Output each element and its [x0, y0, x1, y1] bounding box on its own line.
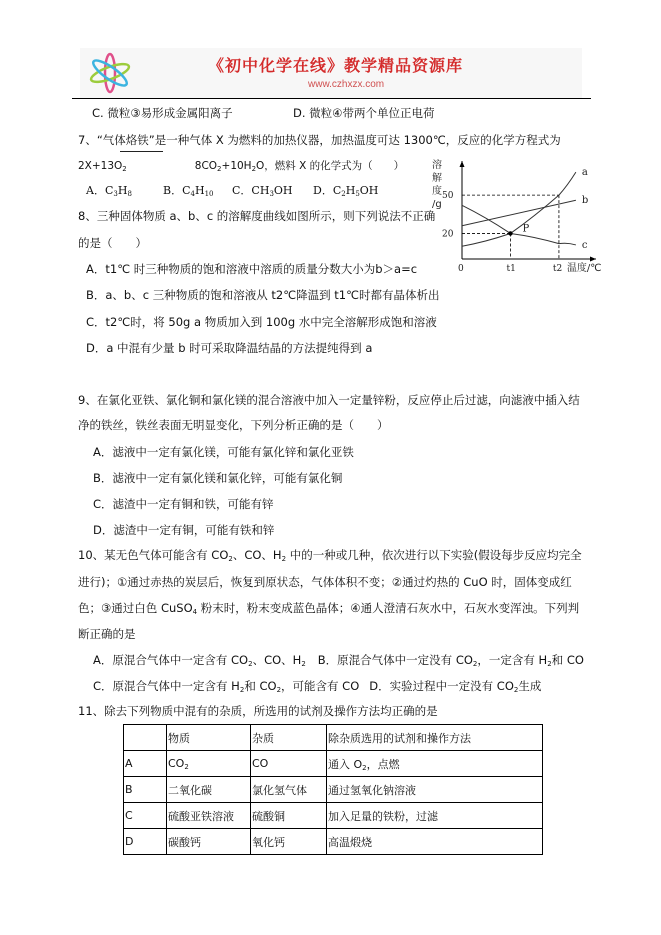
q7-eq-right: +10H — [221, 160, 252, 172]
header-title: 《初中化学在线》教学精品资源库 — [208, 56, 464, 75]
q10-option-b: 和 CO — [551, 653, 584, 667]
y-axis-arrow-icon — [460, 161, 465, 167]
q7-option-part: 3 — [113, 190, 118, 198]
table-cell: B — [124, 777, 167, 803]
q7-equation — [78, 159, 404, 176]
q8-option-b: B．a、b、c 三种物质的饱和溶液从 t2℃降温到 t1℃时都有晶体析出 — [86, 288, 440, 302]
table-header-cell: 杂质 — [251, 725, 327, 751]
q10-text: 粉末时，粉末变成蓝色晶体；④通人澄清石灰水中，石灰水变浑浊。下列判 — [197, 601, 580, 615]
q7-option-part: 8 — [127, 190, 132, 198]
atom-logo-icon — [86, 50, 134, 96]
q6-option-d: D. 微粒④带两个单位正电荷 — [293, 106, 435, 120]
table-cell: 氧化钙 — [251, 829, 327, 855]
table-cell: 硫酸铜 — [251, 803, 327, 829]
q7-option — [232, 184, 293, 201]
table-cell: 氯化氢气体 — [251, 777, 327, 803]
q7-eq-left: 2X+13O — [78, 160, 123, 172]
q7-eq-right: 8CO — [194, 160, 218, 172]
q10-stem-line4: 断正确的是 — [78, 627, 136, 641]
q7-option-part: A．C — [86, 184, 114, 197]
q10-sub: 2 — [547, 660, 552, 668]
q10-stem-line2: 进行)；①通过赤热的炭层后，恢复到原状态，气体体积不变；②通过灼热的 CuO 时，固体变成红 — [78, 575, 572, 589]
y-axis-label: 溶 — [432, 160, 442, 171]
point-p-marker — [508, 231, 512, 235]
q10-stem-line3 — [78, 601, 579, 619]
q7-option-part: 2 — [341, 190, 346, 198]
q7-option-part: H — [194, 184, 205, 197]
q7-option-part: H — [345, 184, 356, 197]
q7-option — [313, 184, 378, 201]
q7-option-part: 3 — [269, 190, 274, 198]
q10-stem-line1 — [78, 548, 582, 566]
q9-stem-cont: 净的铁丝，铁丝表面无明显变化，下列分析正确的是（ ） — [78, 418, 389, 432]
q10-sub: 2 — [248, 660, 253, 668]
table-cell: 加入足量的铁粉，过滤 — [327, 803, 543, 829]
x-tick-label: 0 — [458, 264, 464, 274]
table-header-cell: 除杂质选用的试剂和操作方法 — [327, 725, 543, 751]
x-axis-label: 温度/℃ — [566, 263, 602, 274]
q10-text: 中的一种或几种，依次进行以下实验(假设每步反应均完全 — [286, 548, 582, 562]
q10-option-d: D．实验过程中一定没有 CO — [369, 679, 514, 693]
q7-option-part: H — [117, 184, 128, 197]
x-tick-label: t2 — [552, 264, 563, 274]
header-url: www.czhxzx.com — [308, 79, 385, 90]
table-row — [124, 829, 543, 855]
q10-options-ab — [93, 653, 584, 671]
y-axis-label: 度 — [432, 186, 442, 197]
q8-option-a: A．t1℃ 时三种物质的饱和溶液中溶质的质量分数大小为b＞a=c — [86, 262, 418, 276]
table-cell: 二氧化碳 — [167, 777, 251, 803]
q10-option-a: 、CO、H — [252, 653, 302, 667]
q10-sub: 2 — [472, 660, 478, 668]
q10-text: 、CO、H — [232, 548, 282, 562]
q7-option-part: C．CH — [232, 184, 270, 197]
table-header-cell: 物质 — [167, 725, 251, 751]
table-cell: 高温煅烧 — [327, 829, 543, 855]
q7-option — [163, 184, 213, 201]
q9-option-b: B．滤液中一定有氯化镁和氯化锌，可能有氯化铜 — [93, 471, 343, 485]
y-axis-label: /g — [432, 199, 442, 210]
q10-sub: 2 — [301, 660, 306, 668]
table-cell: 碳酸钙 — [167, 829, 251, 855]
table-header-row — [124, 725, 543, 751]
q9-option-c: C．滤渣中一定有铜和铁，可能有锌 — [93, 497, 274, 511]
q7-option-part: 10 — [204, 190, 214, 198]
q10-option-d: 生成 — [518, 679, 542, 693]
table-row — [124, 751, 543, 777]
table-cell: CO — [251, 751, 327, 777]
q7-eq-sub: 2 — [251, 165, 257, 173]
q10-sub: 2 — [228, 555, 233, 563]
table-cell: A — [124, 751, 167, 777]
q7-option-part: D．C — [313, 184, 342, 197]
table-cell: 通入 $O_2$，点燃 — [327, 751, 543, 777]
q8-stem: 8、三种固体物质 a、b、c 的溶解度曲线如图所示，则下列说法不正确 — [78, 209, 436, 223]
q10-option-b: B．原混合气体中一定没有 CO — [317, 653, 473, 667]
q7-eq-right: O，燃料 X 的化学式为（ ） — [256, 160, 405, 172]
series-label-c: c — [581, 239, 588, 251]
table-cell: $CO_2$ — [167, 751, 251, 777]
table-row — [124, 803, 543, 829]
q10-sub: 2 — [239, 686, 245, 694]
solubility-chart — [428, 155, 608, 275]
q9-option-d: D．滤渣中一定有铜，可能有铁和锌 — [93, 523, 275, 537]
y-tick-label: 50 — [442, 191, 454, 202]
q7-option-part: 4 — [190, 190, 195, 198]
q10-sub: 4 — [192, 608, 198, 616]
q8-stem-cont: 的是（ ） — [78, 236, 147, 250]
q11-table — [123, 724, 543, 855]
q10-option-a: A．原混合气体中一定含有 CO — [93, 653, 249, 667]
q10-option-c: 和 CO — [244, 679, 277, 693]
table-cell: 通过氢氧化钠溶液 — [327, 777, 543, 803]
x-axis-arrow-icon — [590, 257, 596, 262]
series-label-b: b — [581, 195, 589, 207]
table-cell: D — [124, 829, 167, 855]
q7-eq-sub: 2 — [217, 165, 222, 173]
q10-sub: 2 — [281, 555, 287, 563]
q7-option — [86, 184, 132, 201]
series-label-a: a — [581, 167, 588, 179]
q7-option-part: 5 — [355, 190, 360, 198]
q9-stem: 9、在氯化亚铁、氯化铜和氯化镁的混合溶液中加入一定量锌粉，反应停止后过滤，向滤液中插入结 — [78, 393, 580, 407]
q10-option-b: ，一定含有 H — [477, 653, 548, 667]
q7-option-part: OH — [273, 184, 293, 197]
q8-option-d: D．a 中混有少量 b 时可采取降温结晶的方法提纯得到 a — [86, 341, 373, 355]
q10-options-cd — [93, 679, 541, 697]
q7-stem: 7、“气体烙铁”是一种气体 X 为燃料的加热仪器，加热温度可达 1300℃，反应的化学方程式为 — [78, 133, 561, 147]
y-tick-label: 20 — [442, 229, 454, 240]
q6-option-c: C. 微粒③易形成金属阳离子 — [92, 106, 233, 120]
q10-text: 10、某无色气体可能含有 CO — [78, 548, 229, 562]
q9-option-a: A．滤液中一定有氯化镁，可能有氯化锌和氯化亚铁 — [93, 445, 354, 459]
table-row — [124, 777, 543, 803]
q7-option-part: OH — [359, 184, 379, 197]
x-tick-label: t1 — [506, 264, 516, 274]
q10-sub: 2 — [276, 686, 282, 694]
q11-stem: 11、除去下列物质中混有的杂质，所选用的试剂及操作方法均正确的是 — [78, 704, 438, 718]
q10-option-c: C．原混合气体中一定含有 H — [93, 679, 240, 693]
q10-text: 色；③通过白色 CuSO — [78, 601, 193, 615]
q10-option-c: ，可能含有 CO — [281, 679, 360, 693]
q10-sub: 2 — [513, 686, 519, 694]
header-divider — [72, 98, 591, 99]
y-axis-label: 解 — [432, 173, 442, 184]
q7-eq-sub: 2 — [122, 165, 127, 173]
table-cell: C — [124, 803, 167, 829]
table-header-cell — [124, 725, 167, 751]
q7-reaction-arrow — [120, 151, 163, 152]
table-cell: 硫酸亚铁溶液 — [167, 803, 251, 829]
q7-option-part: B．C — [163, 184, 191, 197]
q8-option-c: C．t2℃时，将 50g a 物质加入到 100g 水中完全溶解形成饱和溶液 — [86, 315, 437, 329]
point-p-label: P — [522, 223, 530, 235]
